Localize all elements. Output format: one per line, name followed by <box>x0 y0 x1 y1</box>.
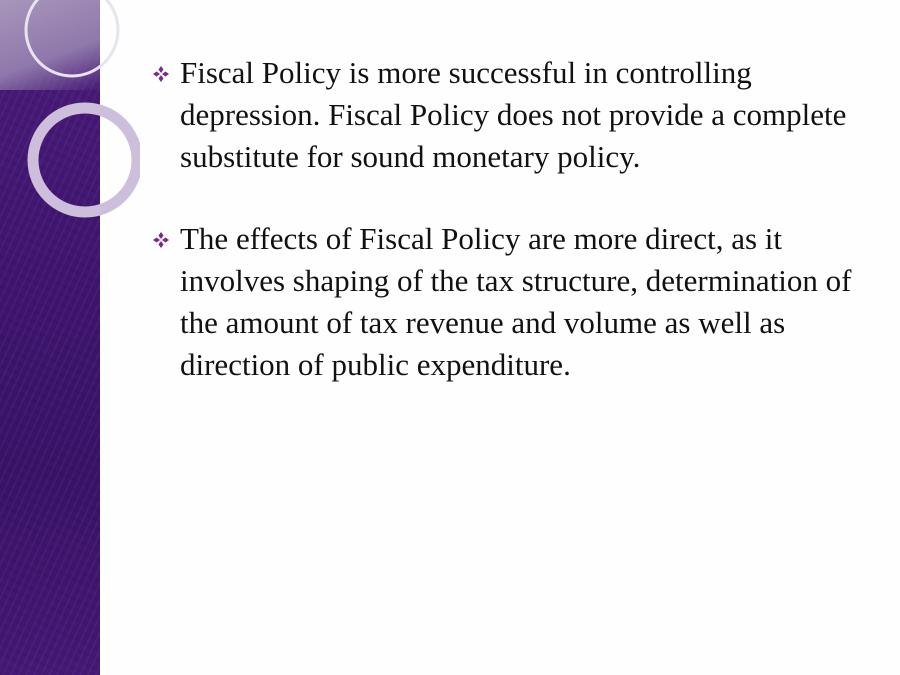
bullet-text: The effects of Fiscal Policy are more direct, as it involves shaping of the tax structure, determination of the amount of tax revenue and volume as well as direction of public expenditure. <box>180 221 852 382</box>
diamond-bullet-icon <box>152 65 170 83</box>
bullet-text: Fiscal Policy is more successful in controlling depression. Fiscal Policy does not provide a complete substitute for sound monetary policy. <box>180 55 847 174</box>
slide-body <box>152 52 852 386</box>
diamond-bullet-icon <box>152 231 170 249</box>
top-ring-icon <box>26 0 118 76</box>
decorative-rings <box>0 0 140 230</box>
middle-ring-icon <box>33 108 137 212</box>
bullet-point-2 <box>152 218 852 386</box>
bullet-point-1 <box>152 52 852 178</box>
